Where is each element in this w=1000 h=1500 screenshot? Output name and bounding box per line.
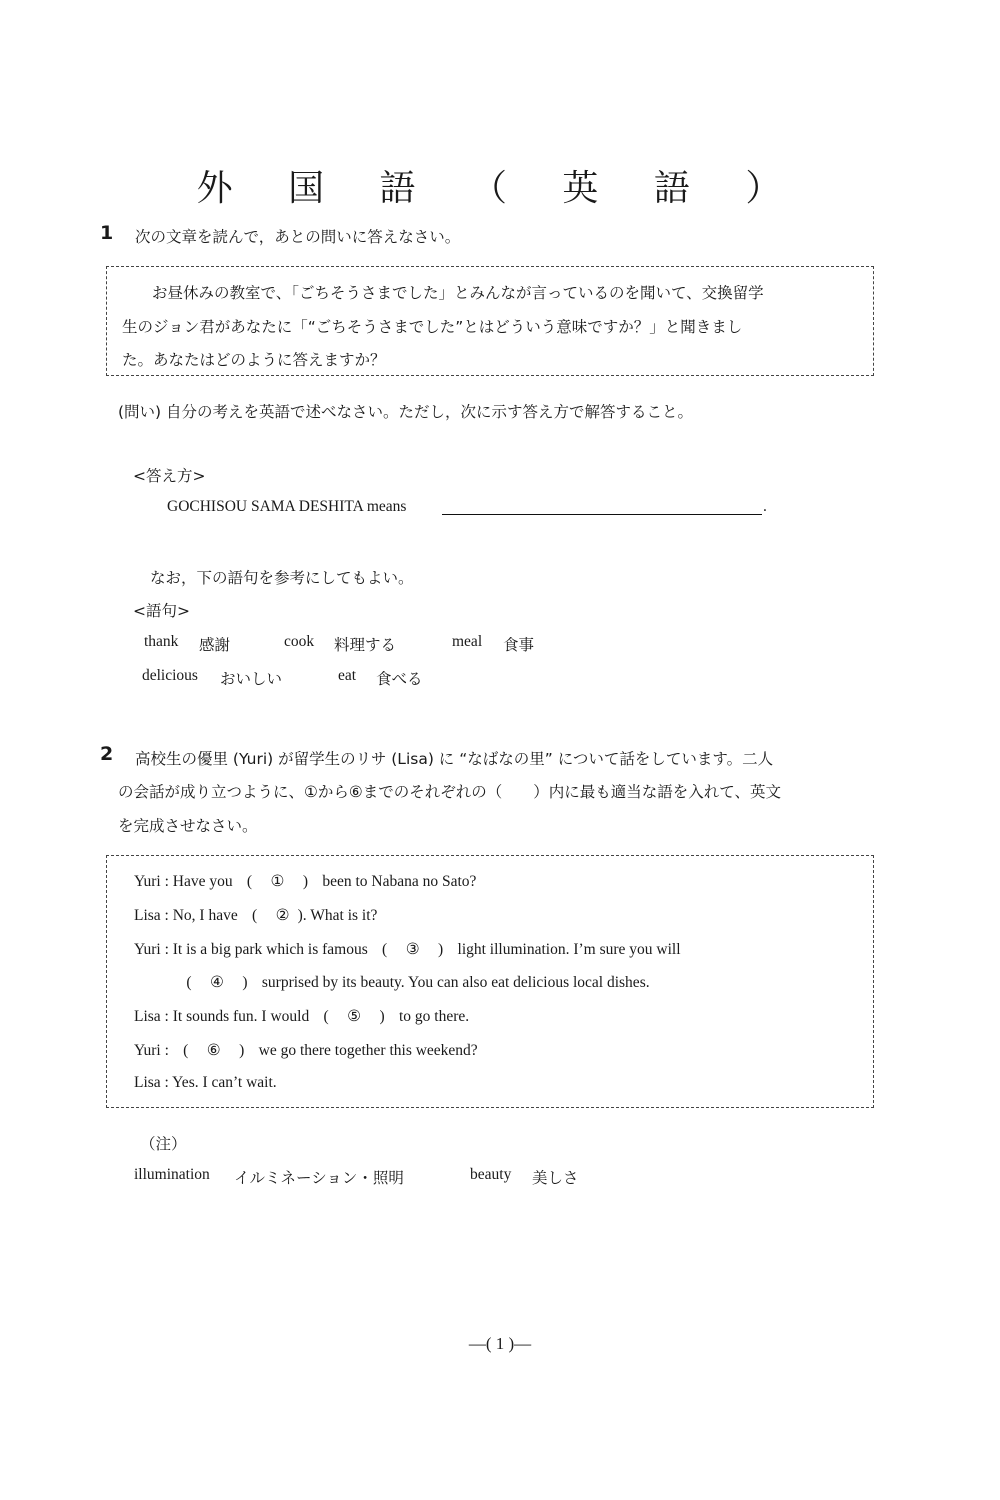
vocab-en: cook	[284, 633, 315, 650]
dialogue-line-3	[134, 940, 681, 959]
vocab-jp: 食事	[503, 636, 535, 654]
note-en: beauty	[470, 1166, 512, 1183]
open-paren: (	[246, 873, 253, 890]
vocab-en: meal	[452, 633, 483, 650]
note-en: illumination	[134, 1166, 210, 1183]
answer-period: .	[763, 498, 767, 515]
dialogue-text: Lisa : It sounds fun. I would	[134, 1008, 310, 1025]
q1-number: 1	[100, 222, 114, 244]
blank-number-2[interactable]: ②	[275, 907, 290, 924]
blank-number-6[interactable]: ⑥	[206, 1042, 221, 1059]
note-jp: 美しさ	[532, 1169, 579, 1187]
dialogue-text: light illumination. I’m sure you will	[457, 941, 681, 958]
note-jp: イルミネーション・照明	[234, 1169, 404, 1187]
q2-number: 2	[100, 743, 114, 765]
open-paren: (	[323, 1008, 329, 1025]
dialogue-line-5	[134, 1007, 469, 1026]
vocab-jp: おいしい	[220, 670, 283, 688]
open-paren: (	[252, 907, 258, 924]
vocab-label: <語句>	[133, 602, 190, 620]
vocab-jp: 料理する	[334, 636, 397, 654]
vocab-jp: 食べる	[376, 670, 423, 688]
open-paren: (	[186, 974, 192, 991]
dialogue-text: Lisa : No, I have	[134, 907, 238, 924]
close-paren: ).	[297, 907, 307, 924]
dialogue-text: Lisa : Yes. I can’t wait.	[134, 1074, 277, 1091]
dialogue-text: surprised by its beauty. You can also eat delicious local dishes.	[261, 974, 650, 991]
page-number: —( 1 )—	[468, 1334, 532, 1353]
dialogue-text: to go there.	[398, 1008, 470, 1025]
notes-label: （注）	[140, 1135, 187, 1153]
dialogue-text: been to Nabana no Sato?	[322, 873, 477, 890]
dialogue-text: What is it?	[310, 907, 378, 924]
open-paren: (	[183, 1042, 189, 1059]
blank-number-1[interactable]: ①	[270, 873, 285, 890]
answer-blank[interactable]	[442, 514, 762, 515]
q2-instruction-line-1: 高校生の優里 (Yuri) が留学生のリサ (Lisa) に “なばなの里” について話をしています。二人	[135, 750, 774, 768]
blank-number-3[interactable]: ③	[405, 941, 420, 958]
vocab-en: delicious	[142, 667, 198, 684]
close-paren: )	[242, 974, 248, 991]
vocab-jp: 感謝	[199, 636, 231, 654]
dialogue-line-7	[134, 1074, 277, 1092]
dialogue-line-1	[134, 872, 476, 891]
q1-question: (問い) 自分の考えを英語で述べなさい。ただし，次に示す答え方で解答すること。	[118, 403, 694, 421]
hint-intro: なお，下の語句を参考にしてもよい。	[150, 569, 414, 587]
dialogue-text: we go there together this weekend?	[258, 1042, 478, 1059]
answer-format-label: <答え方>	[133, 467, 206, 485]
blank-number-5[interactable]: ⑤	[347, 1008, 362, 1025]
answer-prompt: GOCHISOU SAMA DESHITA means	[167, 498, 407, 515]
q1-passage-line-3: た。あなたはどのように答えますか？	[122, 351, 386, 369]
dialogue-line-2	[134, 906, 377, 925]
close-paren: )	[302, 873, 309, 890]
q1-instruction: 次の文章を読んで，あとの問いに答えなさい。	[135, 228, 461, 246]
close-paren: )	[379, 1008, 385, 1025]
dialogue-text: Yuri : It is a big park which is famous	[134, 941, 368, 958]
close-paren: )	[438, 941, 444, 958]
close-paren: )	[239, 1042, 245, 1059]
vocab-en: thank	[144, 633, 179, 650]
dialogue-text: Yuri :	[134, 1042, 169, 1059]
blank-number-4[interactable]: ④	[210, 974, 224, 991]
dialogue-line-6	[134, 1041, 478, 1060]
vocab-en: eat	[338, 667, 357, 684]
dialogue-line-4	[176, 973, 650, 992]
dialogue-text: Yuri : Have you	[134, 873, 233, 890]
q2-instruction-line-3: を完成させなさい。	[118, 817, 258, 835]
q2-instruction-line-2: の会話が成り立つように、①から⑥までのそれぞれの（ ）内に最も適当な語を入れて、英文	[118, 783, 781, 801]
q1-passage-line-2: 生のジョン君があなたに「“ごちそうさまでした”とはどういう意味ですか？」と聞きまし	[122, 318, 743, 336]
q1-passage-line-1: お昼休みの教室で、「ごちそうさまでした」とみんなが言っているのを聞いて、交換留学	[152, 284, 764, 302]
exam-title: 外 国 語 （ 英 語 ）	[196, 168, 804, 209]
open-paren: (	[382, 941, 388, 958]
